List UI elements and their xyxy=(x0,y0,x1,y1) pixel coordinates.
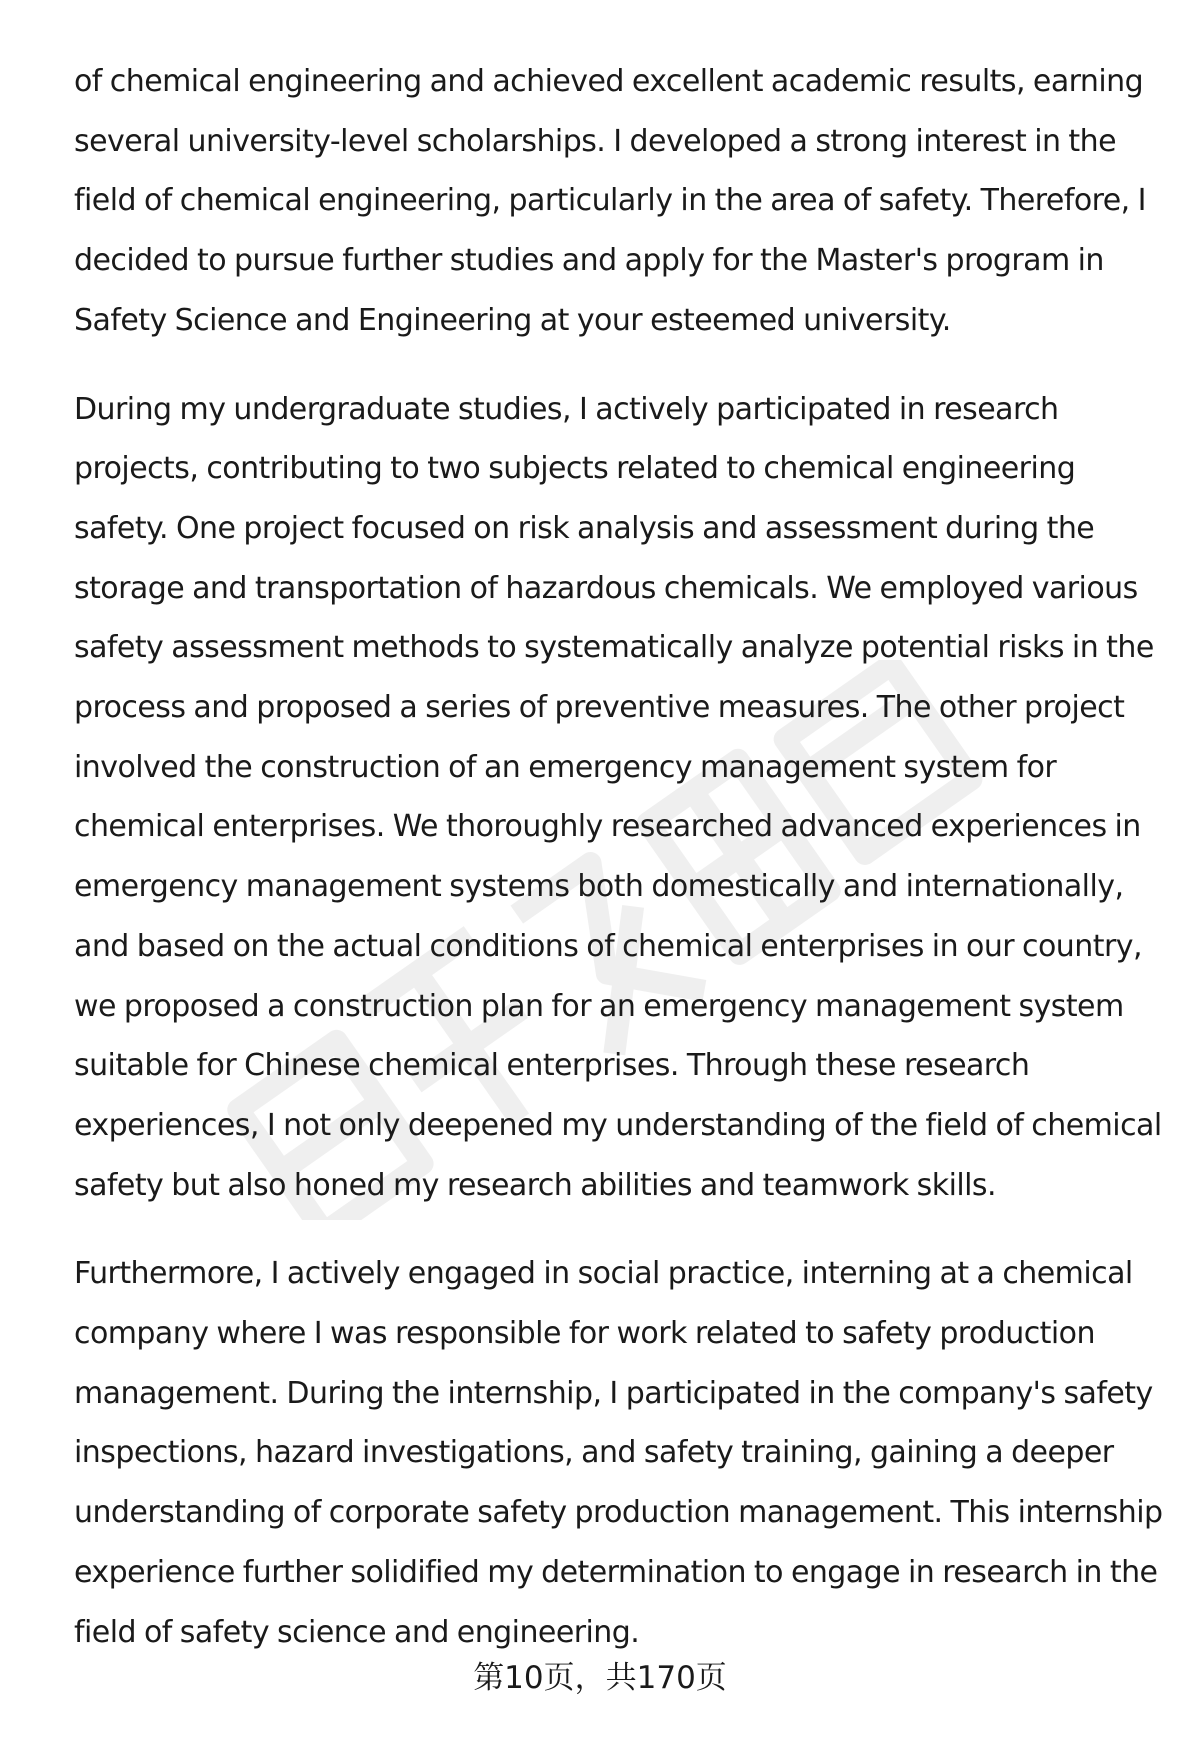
text-line: company where I was responsible for work related to safety production xyxy=(74,1316,1095,1352)
text-line: understanding of corporate safety production management. This internship xyxy=(74,1495,1163,1531)
text-line: storage and transportation of hazardous chemicals. We employed various xyxy=(74,570,1138,606)
text-line: projects, contributing to two subjects related to chemical engineering xyxy=(74,451,1076,487)
text-line: suitable for Chinese chemical enterprises. Through these research xyxy=(74,1048,1030,1084)
page-number-footer: 第10页，共170页 xyxy=(473,1660,727,1696)
text-line: safety assessment methods to systematically analyze potential risks in the xyxy=(74,630,1154,666)
text-line: experiences, I not only deepened my understanding of the field of chemical xyxy=(74,1107,1162,1143)
text-line: process and proposed a series of preventive measures. The other project xyxy=(74,690,1125,726)
text-line: emergency management systems both domestically and internationally, xyxy=(74,869,1124,905)
text-line: decided to pursue further studies and apply for the Master's program in xyxy=(74,243,1104,279)
text-line: inspections, hazard investigations, and safety training, gaining a deeper xyxy=(74,1435,1114,1471)
text-line: During my undergraduate studies, I actively participated in research xyxy=(74,391,1059,427)
text-line: involved the construction of an emergency management system for xyxy=(74,749,1057,785)
text-line: chemical enterprises. We thoroughly researched advanced experiences in xyxy=(74,809,1141,845)
paragraph-2 xyxy=(74,380,1162,1216)
text-line: Furthermore, I actively engaged in social practice, interning at a chemical xyxy=(74,1256,1133,1292)
text-line: we proposed a construction plan for an emergency management system xyxy=(74,988,1124,1024)
paragraph-1 xyxy=(74,52,1154,351)
text-line: several university-level scholarships. I developed a strong interest in the xyxy=(74,123,1117,159)
text-line: field of safety science and engineering. xyxy=(74,1614,640,1650)
document-body xyxy=(74,52,1163,1662)
text-line: and based on the actual conditions of chemical enterprises in our country, xyxy=(74,928,1142,964)
text-line: experience further solidified my determination to engage in research in the xyxy=(74,1554,1158,1590)
paragraph-3 xyxy=(74,1244,1163,1662)
text-line: management. During the internship, I participated in the company's safety xyxy=(74,1375,1153,1411)
text-line: safety. One project focused on risk analysis and assessment during the xyxy=(74,510,1095,546)
text-line: safety but also honed my research abilities and teamwork skills. xyxy=(74,1167,996,1203)
text-line: of chemical engineering and achieved excellent academic results, earning xyxy=(74,64,1144,99)
text-line: Safety Science and Engineering at your esteemed university. xyxy=(74,302,951,338)
text-line: field of chemical engineering, particularly in the area of safety. Therefore, I xyxy=(74,183,1146,219)
